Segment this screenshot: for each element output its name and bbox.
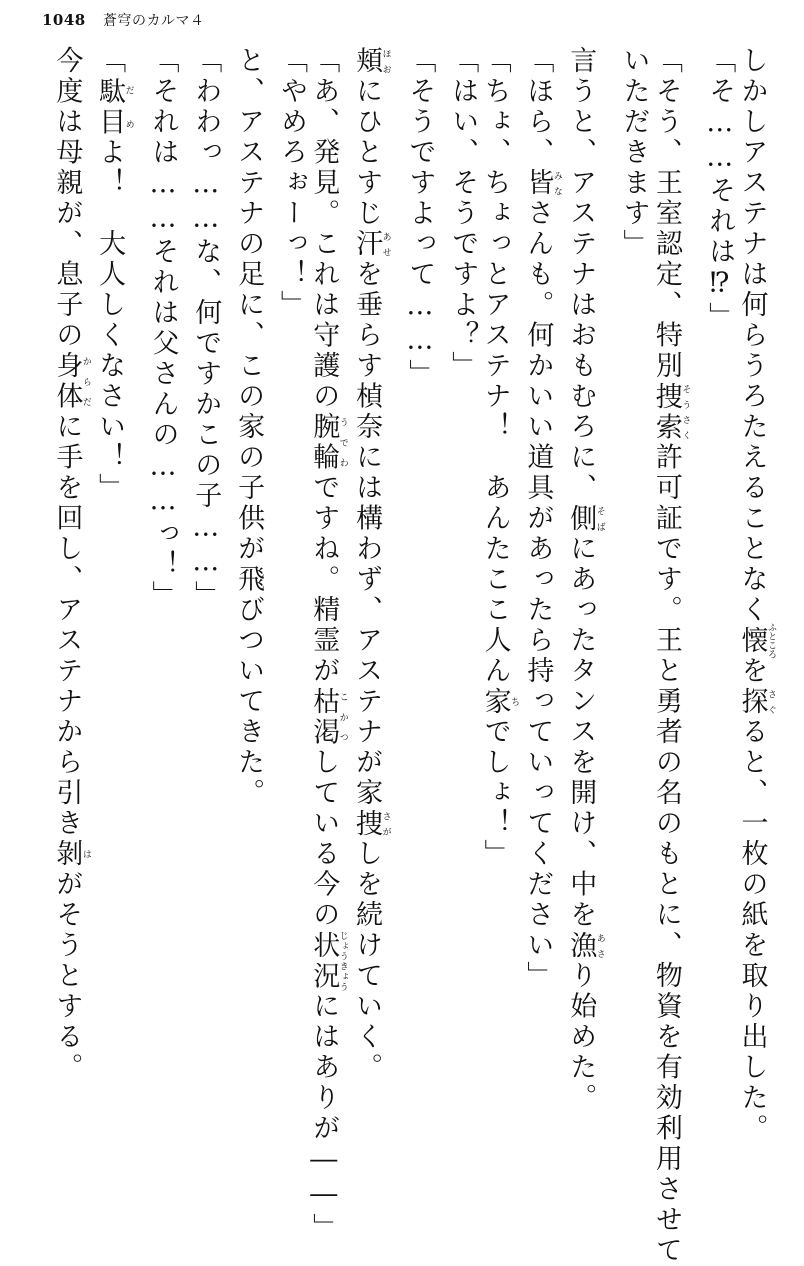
vertical-text-body (48, 46, 776, 1266)
text-column: 言うと、アステナはおもむろに、側そばにあったタンスを開け、中を漁あさり始めた。 (565, 46, 605, 1114)
text-column: 「そう、王室認定、特別捜索そうさく許可証です。王と勇者の名のもとに、物資を有効利用させて (650, 46, 691, 1266)
text-column: いただきます」 (618, 46, 650, 260)
text-column: 「ほら、皆みなさんも。何かいい道具があったら持っていってください」 (522, 46, 562, 992)
text-column: 「ちょ、ちょっとアステナ！ あんたここ人ん家ちでしょ！」 (479, 46, 520, 870)
text-column: 「そうですよって……」 (404, 46, 436, 390)
text-column: 「やめろぉーっ！」 (275, 46, 307, 321)
text-column: 「それは……それは父さんの……っ！」 (147, 46, 179, 611)
text-column: 今度は母親が、息子の身体からだに手を回し、アステナから引き剝はがそうとする。 (51, 46, 91, 1083)
text-column: しかしアステナは何らうろたえることなく懐ふところを探さぐると、一枚の紙を取り出した。 (736, 46, 776, 1144)
text-column: 「わわっ……な、何ですかこの子……」 (190, 46, 222, 611)
page-number: 1048 (42, 11, 86, 29)
text-column: 「あ、発見。これは守護の腕輪うでわですね。精霊が枯渇こかつしている今の状況じょうきょうにはありが――」 (308, 46, 348, 1244)
text-column: 頬ほおにひとすじ汗あせを垂らす楨奈には構わず、アステナが家捜さがしを続けていく。 (351, 46, 391, 1083)
text-column: 「はい、そうですよ？」 (447, 46, 479, 382)
book-title: 蒼穹のカルマ４ (103, 13, 205, 29)
text-column: 「そ……それは⁉」 (704, 46, 736, 333)
text-column: 「駄目だめよ！ 大人しくなさい！」 (94, 46, 134, 504)
page-header (42, 10, 205, 30)
text-column: と、アステナの足に、この家の子供が飛びついてきた。 (233, 46, 265, 809)
